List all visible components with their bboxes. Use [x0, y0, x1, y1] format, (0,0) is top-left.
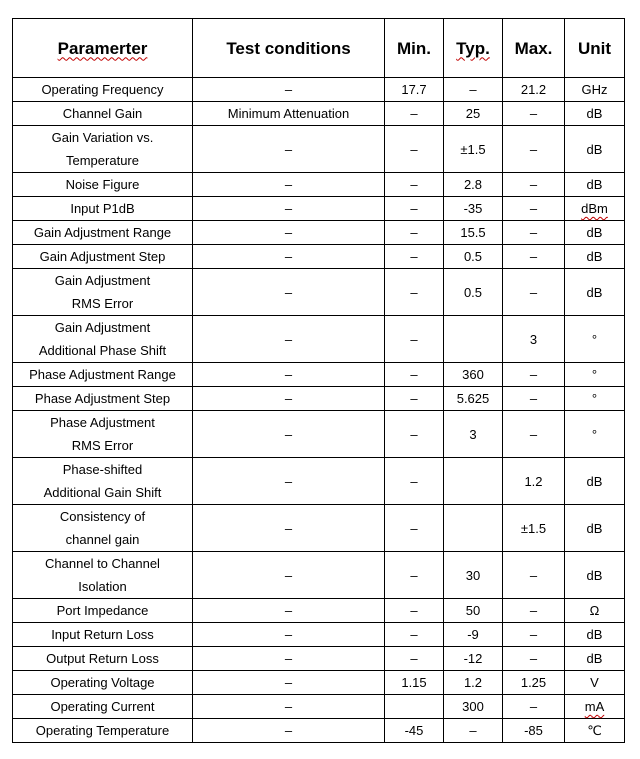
- unit-cell: dB: [565, 647, 625, 671]
- min-cell: –: [385, 363, 444, 387]
- parameter-cell: [13, 599, 193, 623]
- min-cell: –: [385, 647, 444, 671]
- unit-cell: dB: [565, 173, 625, 197]
- typ-cell: -12: [444, 647, 503, 671]
- parameter-cell: [13, 126, 193, 173]
- parameter-cell: [13, 221, 193, 245]
- unit-text: dBm: [581, 201, 608, 216]
- unit-cell: dB: [565, 102, 625, 126]
- max-cell: –: [503, 173, 565, 197]
- parameter-line: Operating Temperature: [35, 723, 170, 738]
- table-row: [13, 505, 625, 552]
- max-cell: 1.2: [503, 458, 565, 505]
- spec-table-body: [13, 78, 625, 743]
- typ-cell: 5.625: [444, 387, 503, 411]
- condition-cell: –: [193, 363, 385, 387]
- max-cell: –: [503, 363, 565, 387]
- min-cell: –: [385, 245, 444, 269]
- table-row: [13, 719, 625, 743]
- parameter-line: Operating Voltage: [50, 675, 155, 690]
- condition-cell: –: [193, 126, 385, 173]
- parameter-cell: [13, 505, 193, 552]
- unit-cell: °: [565, 363, 625, 387]
- parameter-cell: [13, 173, 193, 197]
- condition-cell: –: [193, 719, 385, 743]
- max-cell: –: [503, 387, 565, 411]
- max-cell: –: [503, 197, 565, 221]
- unit-text: mA: [584, 699, 605, 714]
- min-cell: –: [385, 458, 444, 505]
- table-row: [13, 221, 625, 245]
- header-parameter: Paramerter: [13, 19, 193, 78]
- condition-cell: –: [193, 387, 385, 411]
- typ-cell: [444, 458, 503, 505]
- condition-cell: –: [193, 245, 385, 269]
- typ-cell: 360: [444, 363, 503, 387]
- parameter-line: channel gain: [65, 532, 140, 547]
- min-cell: –: [385, 599, 444, 623]
- parameter-line: RMS Error: [71, 296, 134, 311]
- typ-cell: 3: [444, 411, 503, 458]
- parameter-cell: [13, 647, 193, 671]
- parameter-line: Gain Adjustment: [54, 320, 151, 335]
- typ-cell: –: [444, 78, 503, 102]
- min-cell: –: [385, 102, 444, 126]
- max-cell: –: [503, 552, 565, 599]
- min-cell: –: [385, 221, 444, 245]
- parameter-line: Input Return Loss: [51, 627, 154, 642]
- header-min: Min.: [385, 19, 444, 78]
- min-cell: 17.7: [385, 78, 444, 102]
- parameter-cell: [13, 719, 193, 743]
- table-row: [13, 599, 625, 623]
- min-cell: –: [385, 623, 444, 647]
- header-test-conditions: Test conditions: [193, 19, 385, 78]
- table-row: [13, 363, 625, 387]
- unit-cell: dB: [565, 623, 625, 647]
- typ-cell: [444, 505, 503, 552]
- parameter-cell: [13, 316, 193, 363]
- unit-cell: [565, 197, 625, 221]
- table-row: [13, 458, 625, 505]
- min-cell: -45: [385, 719, 444, 743]
- condition-cell: –: [193, 411, 385, 458]
- parameter-line: Isolation: [78, 579, 127, 594]
- typ-cell: 1.2: [444, 671, 503, 695]
- max-cell: -85: [503, 719, 565, 743]
- max-cell: 3: [503, 316, 565, 363]
- parameter-line: Port Impedance: [56, 603, 149, 618]
- condition-cell: –: [193, 269, 385, 316]
- table-row: [13, 387, 625, 411]
- parameter-line: Gain Variation vs.: [51, 130, 154, 145]
- table-row: [13, 245, 625, 269]
- max-cell: –: [503, 126, 565, 173]
- parameter-line: Gain Adjustment: [54, 273, 151, 288]
- max-cell: –: [503, 245, 565, 269]
- typ-cell: ±1.5: [444, 126, 503, 173]
- max-cell: –: [503, 647, 565, 671]
- spec-table: [12, 18, 625, 743]
- condition-cell: –: [193, 552, 385, 599]
- min-cell: –: [385, 505, 444, 552]
- parameter-line: Noise Figure: [65, 177, 140, 192]
- table-row: [13, 197, 625, 221]
- condition-cell: Minimum Attenuation: [193, 102, 385, 126]
- unit-cell: °: [565, 411, 625, 458]
- condition-cell: –: [193, 695, 385, 719]
- condition-cell: –: [193, 671, 385, 695]
- max-cell: –: [503, 269, 565, 316]
- header-max: Max.: [503, 19, 565, 78]
- max-cell: –: [503, 221, 565, 245]
- min-cell: –: [385, 269, 444, 316]
- typ-cell: –: [444, 719, 503, 743]
- max-cell: –: [503, 102, 565, 126]
- parameter-line: Channel to Channel: [45, 556, 160, 571]
- max-cell: 1.25: [503, 671, 565, 695]
- min-cell: –: [385, 316, 444, 363]
- unit-cell: GHz: [565, 78, 625, 102]
- max-cell: ±1.5: [503, 505, 565, 552]
- parameter-cell: [13, 552, 193, 599]
- header-typ: Typ.: [444, 19, 503, 78]
- max-cell: –: [503, 695, 565, 719]
- parameter-line: Operating Current: [50, 699, 155, 714]
- parameter-cell: [13, 78, 193, 102]
- parameter-line: Consistency of: [59, 509, 146, 524]
- min-cell: –: [385, 552, 444, 599]
- typ-cell: 50: [444, 599, 503, 623]
- table-row: [13, 316, 625, 363]
- parameter-line: Gain Adjustment Range: [33, 225, 172, 240]
- table-row: [13, 623, 625, 647]
- condition-cell: –: [193, 623, 385, 647]
- table-row: [13, 126, 625, 173]
- parameter-line: Gain Adjustment Step: [39, 249, 166, 264]
- parameter-cell: [13, 102, 193, 126]
- header-row: [13, 19, 625, 78]
- condition-cell: –: [193, 647, 385, 671]
- parameter-line: Input P1dB: [70, 201, 135, 216]
- typ-cell: 30: [444, 552, 503, 599]
- table-row: [13, 411, 625, 458]
- table-row: [13, 695, 625, 719]
- typ-cell: 0.5: [444, 269, 503, 316]
- max-cell: –: [503, 411, 565, 458]
- table-row: [13, 552, 625, 599]
- condition-cell: –: [193, 78, 385, 102]
- unit-cell: Ω: [565, 599, 625, 623]
- condition-cell: –: [193, 197, 385, 221]
- parameter-cell: [13, 387, 193, 411]
- typ-cell: [444, 316, 503, 363]
- condition-cell: –: [193, 505, 385, 552]
- parameter-line: Additional Gain Shift: [43, 485, 162, 500]
- unit-cell: dB: [565, 269, 625, 316]
- unit-cell: °: [565, 387, 625, 411]
- typ-cell: -35: [444, 197, 503, 221]
- table-row: [13, 102, 625, 126]
- table-row: [13, 269, 625, 316]
- unit-cell: °: [565, 316, 625, 363]
- header-unit: Unit: [565, 19, 625, 78]
- condition-cell: –: [193, 599, 385, 623]
- min-cell: [385, 695, 444, 719]
- table-row: [13, 647, 625, 671]
- min-cell: 1.15: [385, 671, 444, 695]
- unit-cell: V: [565, 671, 625, 695]
- max-cell: 21.2: [503, 78, 565, 102]
- typ-cell: 25: [444, 102, 503, 126]
- parameter-cell: [13, 458, 193, 505]
- typ-cell: 300: [444, 695, 503, 719]
- parameter-line: Output Return Loss: [46, 651, 159, 666]
- parameter-cell: [13, 411, 193, 458]
- table-row: [13, 671, 625, 695]
- parameter-line: Channel Gain: [62, 106, 143, 121]
- unit-cell: dB: [565, 505, 625, 552]
- min-cell: –: [385, 197, 444, 221]
- typ-cell: 15.5: [444, 221, 503, 245]
- min-cell: –: [385, 126, 444, 173]
- unit-cell: dB: [565, 245, 625, 269]
- max-cell: –: [503, 623, 565, 647]
- condition-cell: –: [193, 316, 385, 363]
- condition-cell: –: [193, 173, 385, 197]
- unit-cell: dB: [565, 221, 625, 245]
- typ-cell: 0.5: [444, 245, 503, 269]
- typ-cell: 2.8: [444, 173, 503, 197]
- max-cell: –: [503, 599, 565, 623]
- parameter-cell: [13, 671, 193, 695]
- unit-cell: dB: [565, 458, 625, 505]
- parameter-cell: [13, 363, 193, 387]
- parameter-line: Phase-shifted: [62, 462, 143, 477]
- condition-cell: –: [193, 458, 385, 505]
- parameter-line: Operating Frequency: [41, 82, 164, 97]
- min-cell: –: [385, 411, 444, 458]
- parameter-cell: [13, 197, 193, 221]
- parameter-line: Phase Adjustment Range: [29, 367, 176, 382]
- parameter-line: Phase Adjustment Step: [34, 391, 171, 406]
- parameter-line: Phase Adjustment: [50, 415, 155, 430]
- min-cell: –: [385, 387, 444, 411]
- table-row: [13, 173, 625, 197]
- parameter-line: RMS Error: [71, 438, 134, 453]
- unit-cell: dB: [565, 552, 625, 599]
- unit-cell: ℃: [565, 719, 625, 743]
- unit-cell: dB: [565, 126, 625, 173]
- parameter-line: Temperature: [66, 153, 139, 168]
- unit-cell: [565, 695, 625, 719]
- parameter-cell: [13, 695, 193, 719]
- parameter-cell: [13, 245, 193, 269]
- parameter-cell: [13, 269, 193, 316]
- parameter-cell: [13, 623, 193, 647]
- parameter-line: Additional Phase Shift: [38, 343, 167, 358]
- min-cell: –: [385, 173, 444, 197]
- typ-cell: -9: [444, 623, 503, 647]
- condition-cell: –: [193, 221, 385, 245]
- table-row: [13, 78, 625, 102]
